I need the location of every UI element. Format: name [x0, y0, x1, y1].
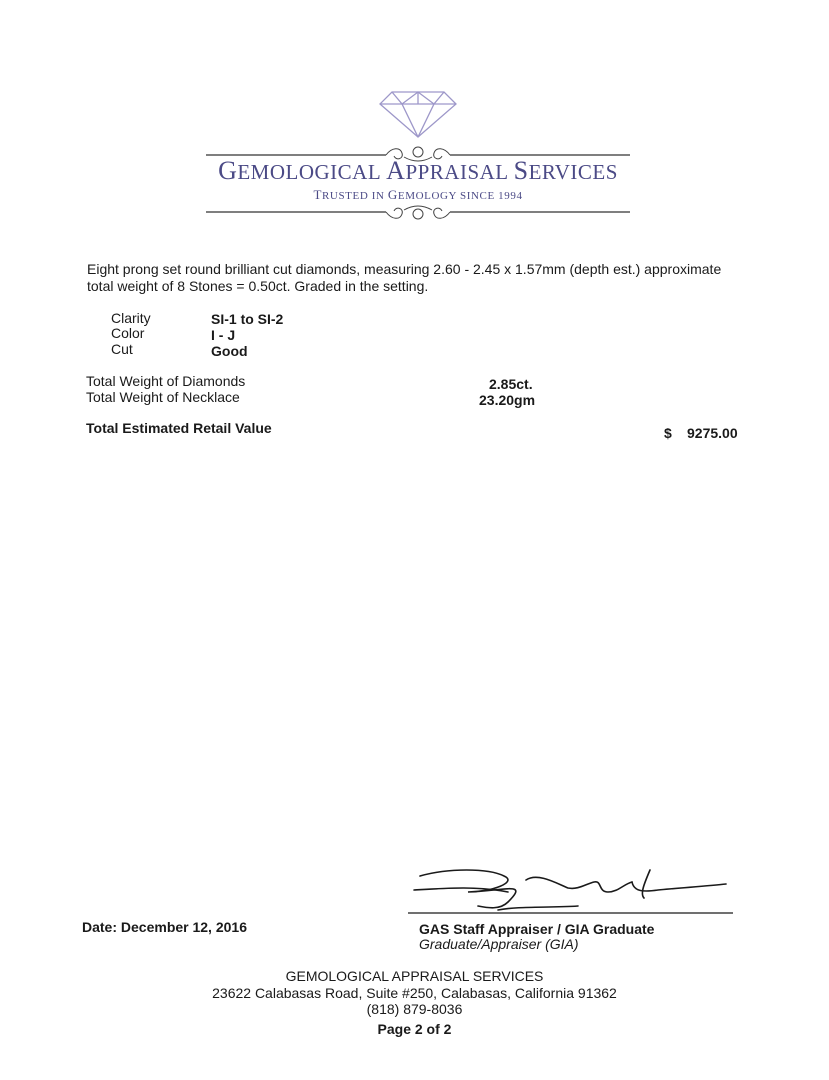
- bottom-ornament-divider: [200, 202, 636, 224]
- cut-label: Cut: [111, 341, 133, 357]
- cut-value: Good: [211, 343, 248, 359]
- appraisal-date: Date: December 12, 2016: [82, 919, 247, 935]
- footer-address: 23622 Calabasas Road, Suite #250, Calabasas, California 91362: [212, 985, 617, 1001]
- footer-phone: (818) 879-8036: [366, 1001, 463, 1017]
- company-name-logo: GEMOLOGICAL APPRAISAL SERVICES: [218, 156, 618, 185]
- footer-company-name: GEMOLOGICAL APPRAISAL SERVICES: [285, 968, 544, 984]
- color-label: Color: [111, 325, 145, 341]
- company-logo: [200, 88, 636, 228]
- appraiser-signature: [408, 862, 738, 918]
- clarity-label: Clarity: [111, 310, 151, 326]
- diamond-weight-value: 2.85ct.: [489, 376, 533, 392]
- appraiser-title: GAS Staff Appraiser / GIA Graduate: [419, 921, 655, 937]
- diamond-weight-label: Total Weight of Diamonds: [86, 373, 246, 389]
- necklace-weight-value: 23.20gm: [479, 392, 536, 408]
- company-tagline: TRUSTED IN GEMOLOGY SINCE 1994: [313, 187, 523, 202]
- diamond-icon: [378, 90, 458, 138]
- retail-value-label: Total Estimated Retail Value: [86, 420, 272, 436]
- clarity-value: SI-1 to SI-2: [211, 311, 284, 327]
- item-description-line-1: Eight prong set round brilliant cut diamonds, measuring 2.60 - 2.45 x 1.57mm (depth est.) approximate: [87, 261, 722, 277]
- appraiser-subtitle: Graduate/Appraiser (GIA): [419, 936, 579, 952]
- currency-symbol: $: [664, 425, 672, 441]
- item-description-line-2: total weight of 8 Stones = 0.50ct. Graded in the setting.: [87, 278, 429, 294]
- page-number: Page 2 of 2: [377, 1021, 452, 1037]
- color-value: I - J: [211, 327, 236, 343]
- necklace-weight-label: Total Weight of Necklace: [86, 389, 240, 405]
- retail-value-amount: 9275.00: [687, 425, 738, 441]
